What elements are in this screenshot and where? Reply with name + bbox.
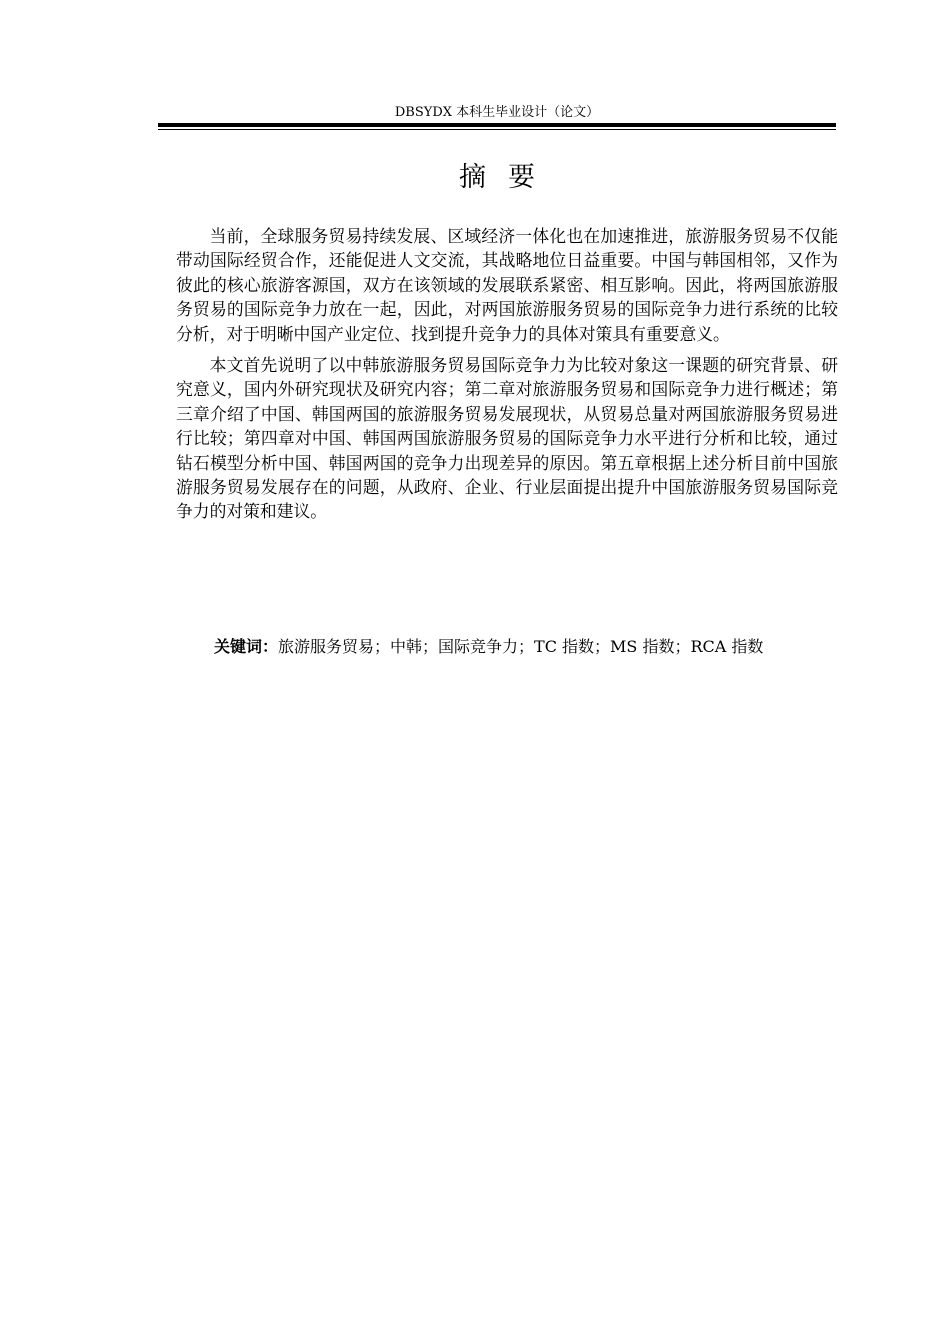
keywords-label: 关键词： <box>214 637 279 656</box>
abstract-paragraph-2: 本文首先说明了以中韩旅游服务贸易国际竞争力为比较对象这一课题的研究背景、研究意义，国内外研究现状及研究内容；第二章对旅游服务贸易和国际竞争力进行概述；第三章介绍了中国、韩国两国的旅游服务贸易发展现状，从贸易总量对两国旅游服务贸易进行比较；第四章对中国、韩国两国旅游服务贸易的国际竞争力水平进行分析和比较，通过钻石模型分析中国、韩国两国的竞争力出现差异的原因。第五章根据上述分析目前中国旅游服务贸易发展存在的问题，从政府、企业、行业层面提出提升中国旅游服务贸易国际竞争力的对策和建议。 <box>176 355 838 522</box>
abstract-title: 摘要 <box>459 162 557 193</box>
abstract-paragraph-1: 当前，全球服务贸易持续发展、区域经济一体化也在加速推进，旅游服务贸易不仅能带动国际经贸合作，还能促进人文交流，其战略地位日益重要。中国与韩国相邻，又作为彼此的核心旅游客源国，双方在该领域的发展联系紧密、相互影响。因此，将两国旅游服务贸易的国际竞争力放在一起，因此，对两国旅游服务贸易的国际竞争力进行系统的比较分析，对于明晰中国产业定位、找到提升竞争力的具体对策具有重要意义。 <box>176 226 838 344</box>
header-rule-thick <box>158 123 836 127</box>
running-header: DBSYDX 本科生毕业设计（论文） <box>394 105 600 120</box>
keywords-text: 旅游服务贸易；中韩；国际竞争力；TC 指数；MS 指数；RCA 指数 <box>278 637 764 656</box>
keywords-line <box>214 635 854 659</box>
header-rule-thin <box>158 129 836 130</box>
abstract-body <box>176 224 838 531</box>
